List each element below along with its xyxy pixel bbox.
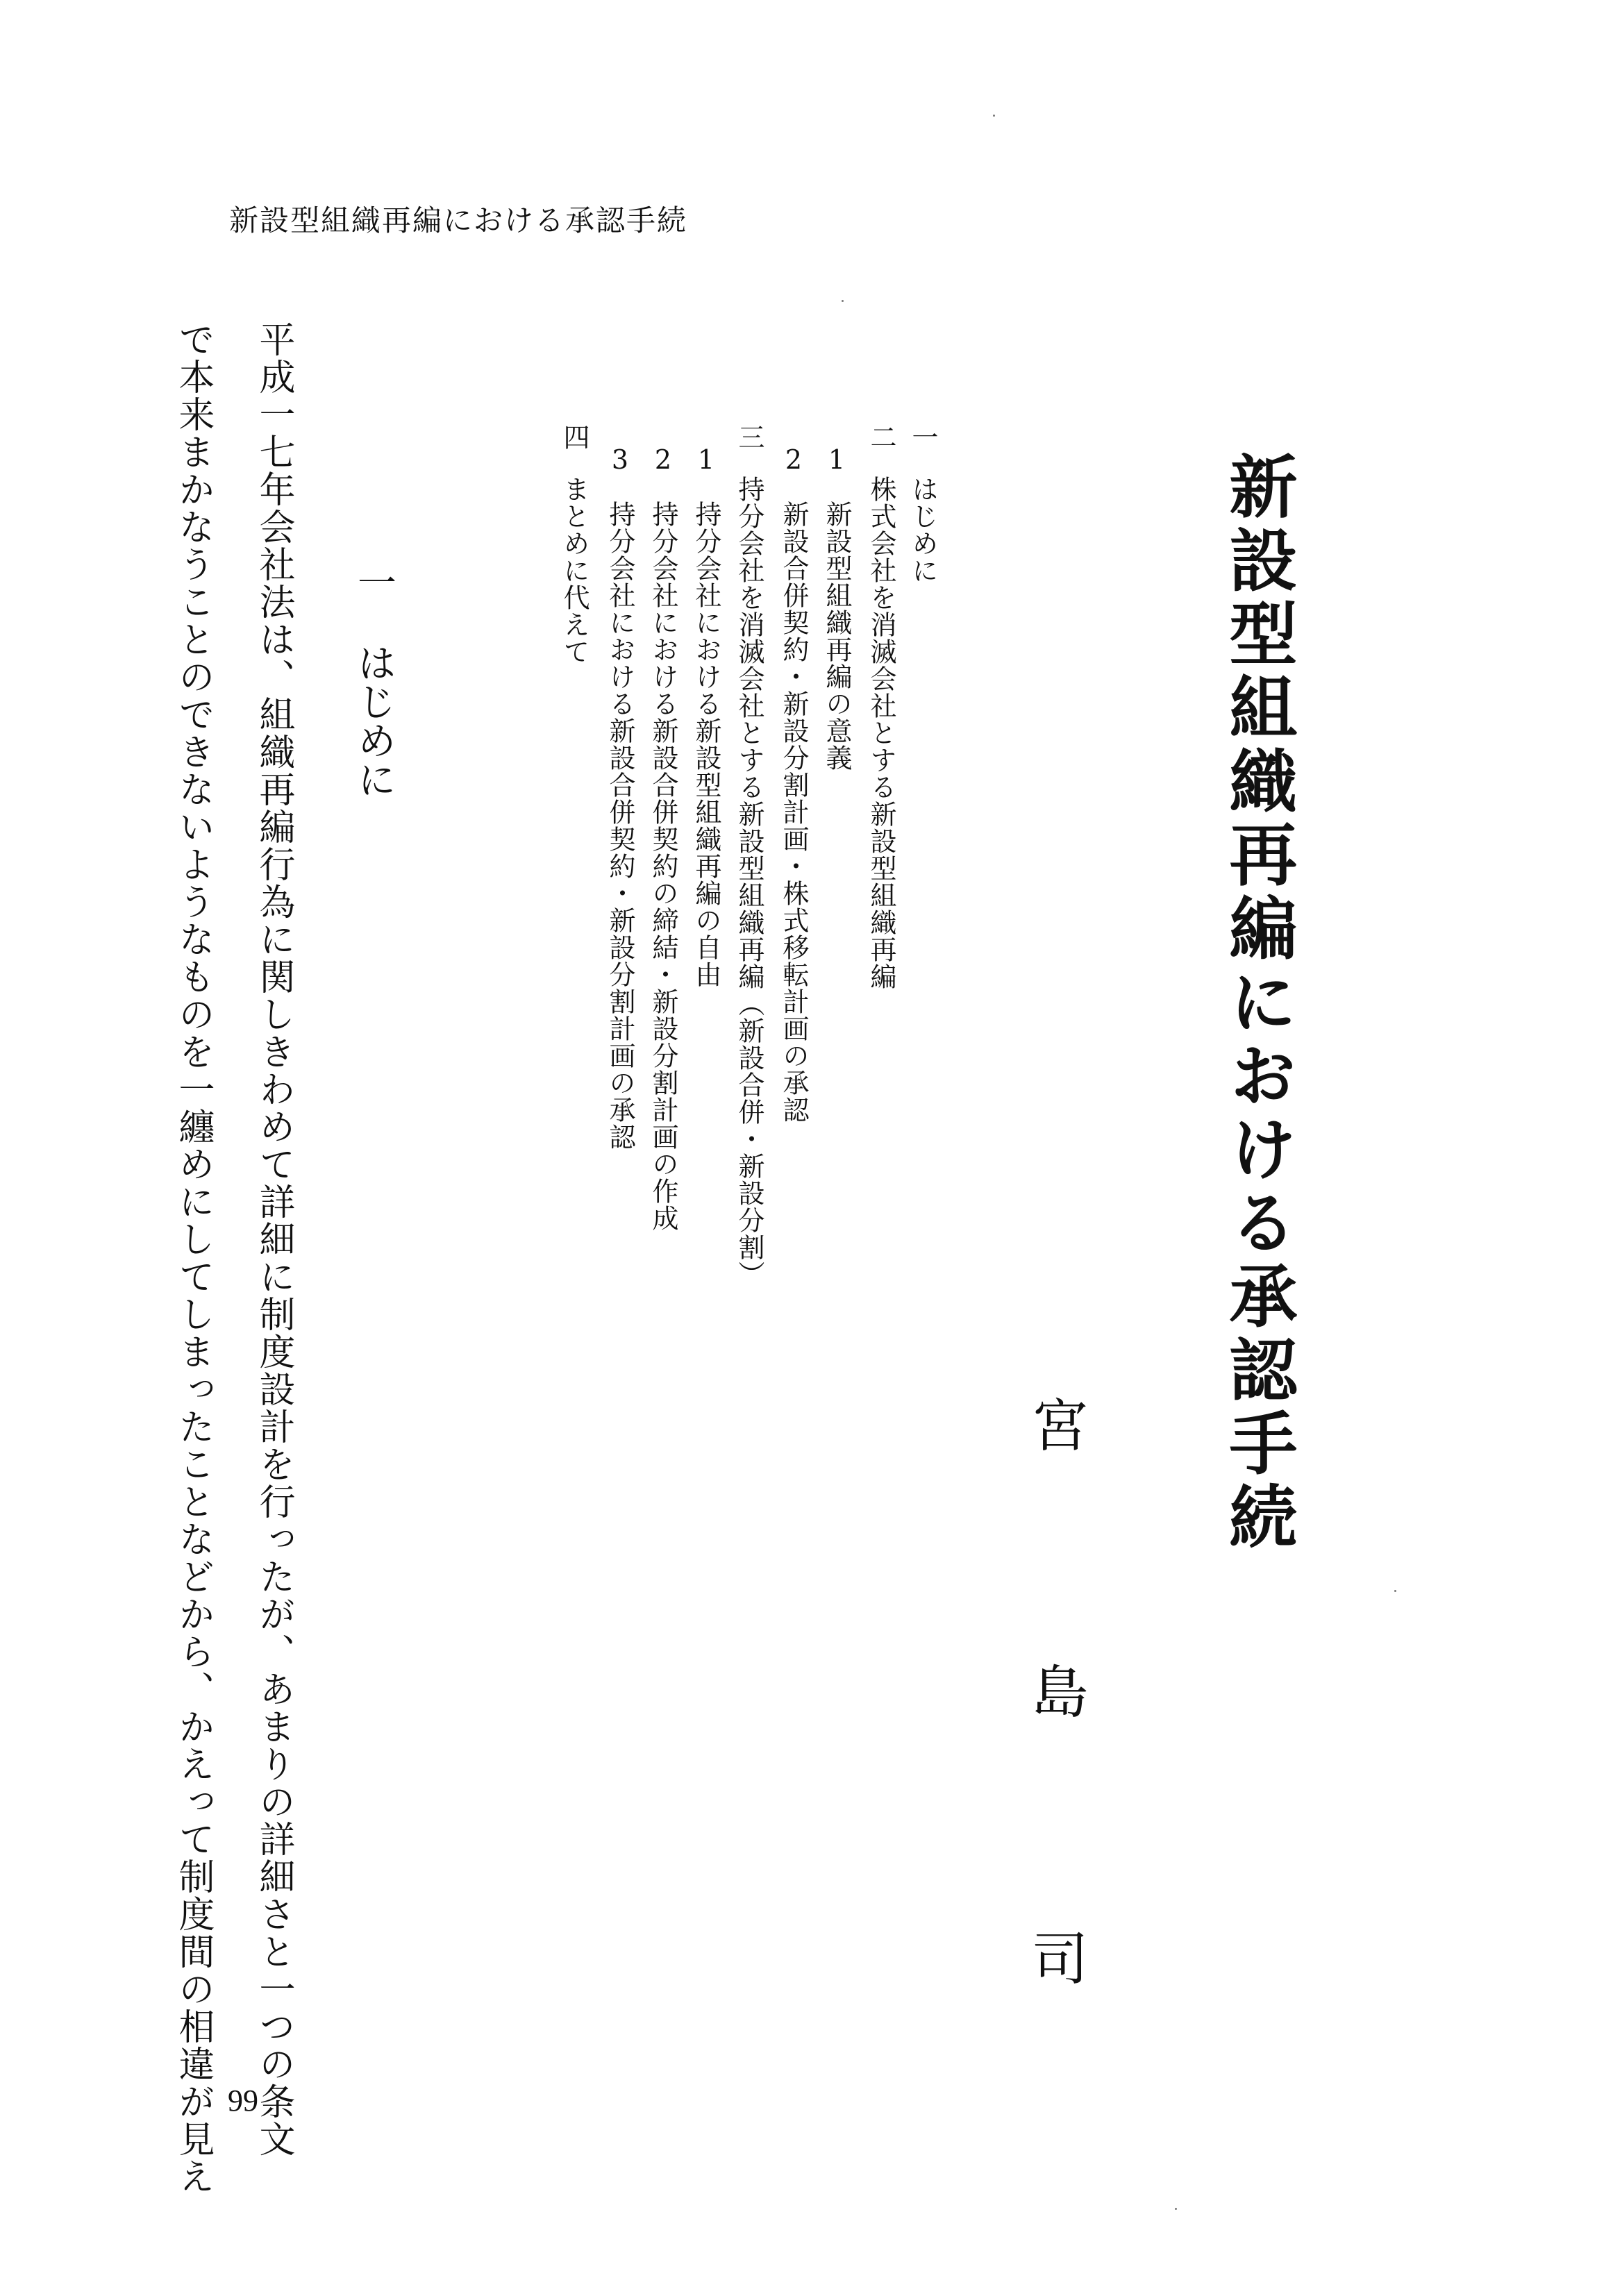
toc-item (559, 424, 590, 665)
toc-item (607, 444, 633, 1150)
section-heading (351, 562, 396, 798)
toc-number: 2 (778, 444, 809, 476)
toc-text: まとめに代えて (559, 476, 590, 665)
toc-number: 1 (691, 444, 721, 476)
toc-item (868, 424, 894, 990)
toc-item (693, 444, 719, 988)
toc-item (650, 444, 676, 1232)
toc-item (910, 424, 936, 584)
body-paragraph-line: 平成一七年会社法は、組織再編行為に関しきわめて詳細に制度設計を行ったが、あまりの詳細さと一つの条文 (253, 321, 294, 2158)
toc-number: 1 (821, 444, 852, 476)
toc-text: 持分会社における新設型組織再編の自由 (691, 501, 721, 988)
toc-text: 株式会社を消滅会社とする新設型組織再編 (866, 476, 896, 990)
toc-item (823, 444, 850, 771)
toc-text: 持分会社における新設合併契約の締結・新設分割計画の作成 (648, 501, 678, 1232)
scan-speck (842, 300, 844, 302)
toc-item (736, 424, 762, 1288)
scan-speck (1175, 2208, 1177, 2210)
toc-number: 三 (734, 424, 764, 451)
running-head: 新設型組織再編における承認手続 (229, 203, 688, 237)
body-paragraph-line: で本来まかなうことのできないようなものを一纏めにしてしまったことなどから、かえって制度間の相違が見え (172, 321, 214, 2195)
toc-number: 3 (605, 444, 635, 476)
author-char: 島 (1022, 1662, 1088, 1719)
author (1022, 1396, 1088, 1986)
section-title: はじめに (351, 643, 396, 798)
author-char: 司 (1022, 1929, 1088, 1986)
toc-item (780, 444, 807, 1123)
toc-text: 持分会社を消滅会社とする新設型組織再編（新設合併・新設分割） (734, 476, 764, 1288)
page-number: 99 (228, 2084, 258, 2118)
toc-number: 2 (648, 444, 678, 476)
author-char: 宮 (1022, 1396, 1088, 1452)
toc-number: 二 (866, 424, 896, 451)
section-number: 一 (351, 562, 396, 601)
toc-number: 一 (908, 424, 938, 451)
toc-text: 新設型組織再編の意義 (821, 501, 852, 771)
toc-text: 持分会社における新設合併契約・新設分割計画の承認 (605, 501, 635, 1150)
article-title: 新設型組織再編における承認手続 (1218, 451, 1298, 1555)
toc-text: 新設合併契約・新設分割計画・株式移転計画の承認 (778, 501, 809, 1123)
scan-speck (1394, 1590, 1396, 1592)
scan-speck (993, 115, 995, 117)
toc-text: はじめに (908, 476, 938, 584)
toc-number: 四 (559, 424, 590, 451)
